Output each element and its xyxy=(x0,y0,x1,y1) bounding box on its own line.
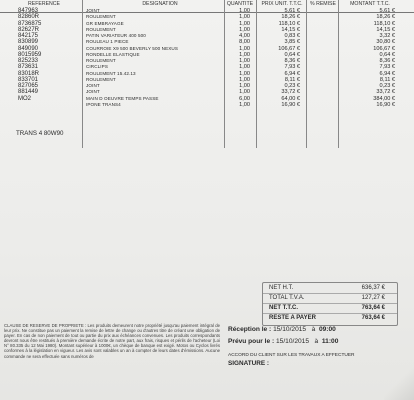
item-designation: ROULEMENT xyxy=(86,14,116,20)
item-designation: PATIN VARIATEUR 400 500 xyxy=(86,33,146,38)
reception-label: Réception le : xyxy=(228,326,272,333)
client-accord: ACCORD DU CLIENT SUR LES TRAVAUX A EFFECTUER xyxy=(228,353,355,358)
reception-line xyxy=(228,326,336,333)
item-quantity: 1,00 xyxy=(239,101,250,108)
item-quantity: 1,00 xyxy=(239,51,250,58)
header-reference: REFERENCE xyxy=(28,1,60,7)
reste-label: RESTE A PAYER xyxy=(269,315,316,321)
item-unit-price: 0,83 € xyxy=(284,33,300,39)
item-designation: JOINT xyxy=(86,8,100,13)
item-designation: COURROIE X9 500 BEVERLY 500 NEXUS xyxy=(86,45,178,51)
item-amount: 7,93 € xyxy=(379,64,395,71)
item-amount: 5,61 € xyxy=(379,8,395,14)
prevu-label: Prévu pour le : xyxy=(228,338,275,345)
item-reference: 8736875 xyxy=(18,20,42,27)
item-reference: 833701 xyxy=(18,76,39,83)
item-unit-price: 5,61 € xyxy=(284,8,300,14)
item-designation: GR EMBRAYAGE xyxy=(86,20,124,26)
item-amount: 0,64 € xyxy=(379,51,395,58)
reservation-clause: CLAUSE DE RESERVE DE PROPRIETE : Les produits demeurent notre propriété jusqu'au paiement intégral de leur prix. Ne constitue pas un paiement la remise de lettre de change ou d'autres titre de créant une obligation de payer. En cas de non paiement de tout ou partie du prix aux échéances convenues. Les produits correspondants devront nous être restitués à première demande écrite de notre part, aux frais, risques et périls de l'acheteur (Loi N° 80.335 du 12 Mai 1980). Montant supérieur à 1000€, un chèque de banque est exigé. Motos ou Cyclos livrés conformes à la législation en vigueur. Les avis sont valables un an à compter de leurs dates d'émissions. Aucune commande ne sera effectuée sans numéros de xyxy=(4,323,220,359)
net-ht-value: 636,37 € xyxy=(361,285,385,291)
tva-value: 127,27 € xyxy=(361,295,385,301)
item-amount: 30,80 € xyxy=(376,39,395,46)
item-designation: ROULEMENT xyxy=(86,26,116,32)
item-reference: 842175 xyxy=(18,33,39,39)
item-unit-price: 18,26 € xyxy=(281,14,300,21)
item-unit-price: 14,15 € xyxy=(281,26,300,33)
extra-reference: TRANS 4 80W90 xyxy=(16,130,64,137)
item-unit-price: 3,85 € xyxy=(284,39,300,46)
item-reference: 873631 xyxy=(18,64,39,71)
reste-value: 763,64 € xyxy=(361,315,385,321)
item-unit-price: 6,94 € xyxy=(284,70,300,77)
item-amount: 384,00 € xyxy=(373,95,395,102)
item-reference: 827065 xyxy=(18,83,39,89)
item-reference: 881449 xyxy=(18,89,39,96)
item-unit-price: 7,93 € xyxy=(284,64,300,71)
prevu-date: 15/10/2015 xyxy=(276,338,310,345)
net-ttc-label: NET T.T.C. xyxy=(269,305,299,311)
item-quantity: 4,00 xyxy=(239,33,250,39)
item-unit-price: 33,72 € xyxy=(281,89,300,96)
item-designation: ROULEAU 1 PIECE xyxy=(86,39,129,45)
item-unit-price: 0,64 € xyxy=(284,51,300,58)
item-amount: 33,72 € xyxy=(376,89,395,96)
item-quantity: 1,00 xyxy=(239,26,250,33)
item-quantity: 1,00 xyxy=(239,20,250,27)
item-reference: 82627R xyxy=(18,26,40,33)
item-designation: CIRCLIPS xyxy=(86,64,108,70)
item-unit-price: 0,23 € xyxy=(284,83,300,89)
item-amount: 0,23 € xyxy=(379,83,395,89)
reception-date: 15/10/2015 xyxy=(273,326,307,333)
prevu-line xyxy=(228,338,338,345)
header-quantite: QUANTITE xyxy=(226,1,254,7)
header-prix-unit: PRIX UNIT. T.T.C. xyxy=(261,1,303,7)
header-remise: % REMISE xyxy=(310,1,336,7)
item-quantity: 1,00 xyxy=(239,58,250,64)
reception-time: 09:00 xyxy=(318,326,336,333)
item-quantity: 1,00 xyxy=(239,76,250,83)
item-designation: IPONE TRANS4 xyxy=(86,101,121,107)
item-amount: 18,26 € xyxy=(376,14,395,21)
item-reference: 83018R xyxy=(18,70,40,77)
item-designation: ROULEMENT xyxy=(86,58,116,63)
item-reference: 8015959 xyxy=(18,51,42,58)
item-designation: MAIN D OEUVRE TEMPS PASSE xyxy=(86,95,159,101)
prevu-time: 11:00 xyxy=(321,338,339,345)
item-designation: ROULEMENT xyxy=(86,76,116,82)
item-amount: 6,94 € xyxy=(379,70,395,77)
item-quantity: 1,00 xyxy=(239,8,250,14)
item-reference: 825233 xyxy=(18,58,39,64)
item-amount: 8,11 € xyxy=(379,76,395,83)
item-reference: 847963 xyxy=(18,8,39,14)
item-reference: 849090 xyxy=(18,45,39,52)
total-row-net-ttc xyxy=(269,304,391,313)
item-amount: 16,90 € xyxy=(376,101,395,108)
item-unit-price: 118,10 € xyxy=(278,20,300,27)
header-montant: MONTANT T.T.C. xyxy=(350,1,390,7)
item-designation: ROULEMENT 15.42.13 xyxy=(86,70,136,76)
item-quantity: 6,00 xyxy=(239,95,250,102)
item-amount: 3,32 € xyxy=(379,33,395,39)
item-quantity: 1,00 xyxy=(239,70,250,77)
header-designation: DESIGNATION xyxy=(142,1,178,7)
net-ht-label: NET H.T. xyxy=(269,285,294,291)
item-quantity: 8,00 xyxy=(239,39,250,46)
prevu-a: à xyxy=(314,338,319,345)
total-row-reste xyxy=(269,314,391,323)
item-unit-price: 64,00 € xyxy=(281,95,300,102)
item-reference: MO2 xyxy=(18,95,32,102)
table-row xyxy=(0,102,414,108)
item-amount: 8,36 € xyxy=(379,58,395,64)
item-unit-price: 16,90 € xyxy=(281,101,300,108)
net-ttc-value: 763,64 € xyxy=(361,305,385,311)
paper-shadow xyxy=(384,360,414,400)
reception-a: à xyxy=(311,326,316,333)
item-reference: 830899 xyxy=(18,39,39,46)
item-amount: 118,10 € xyxy=(373,20,395,27)
item-unit-price: 8,11 € xyxy=(284,76,300,83)
item-amount: 14,15 € xyxy=(376,26,395,33)
item-designation: JOINT xyxy=(86,89,100,95)
total-row-net-ht xyxy=(269,284,391,293)
item-quantity: 1,00 xyxy=(239,83,250,89)
item-amount: 106,67 € xyxy=(373,45,395,52)
item-quantity: 1,00 xyxy=(239,64,250,71)
item-quantity: 1,00 xyxy=(239,89,250,96)
item-designation: RONDELLE ELASTIQUE xyxy=(86,51,140,57)
items-table xyxy=(0,8,414,108)
total-row-tva xyxy=(269,294,391,303)
tva-label: TOTAL T.V.A. xyxy=(269,295,305,301)
signature-label: SIGNATURE : xyxy=(228,360,270,367)
item-quantity: 1,00 xyxy=(239,14,250,21)
item-quantity: 1,00 xyxy=(239,45,250,52)
item-designation: JOINT xyxy=(86,83,100,88)
totals-box xyxy=(262,282,398,326)
item-reference: 82860R xyxy=(18,14,40,21)
item-unit-price: 106,67 € xyxy=(278,45,300,52)
item-unit-price: 8,36 € xyxy=(284,58,300,64)
